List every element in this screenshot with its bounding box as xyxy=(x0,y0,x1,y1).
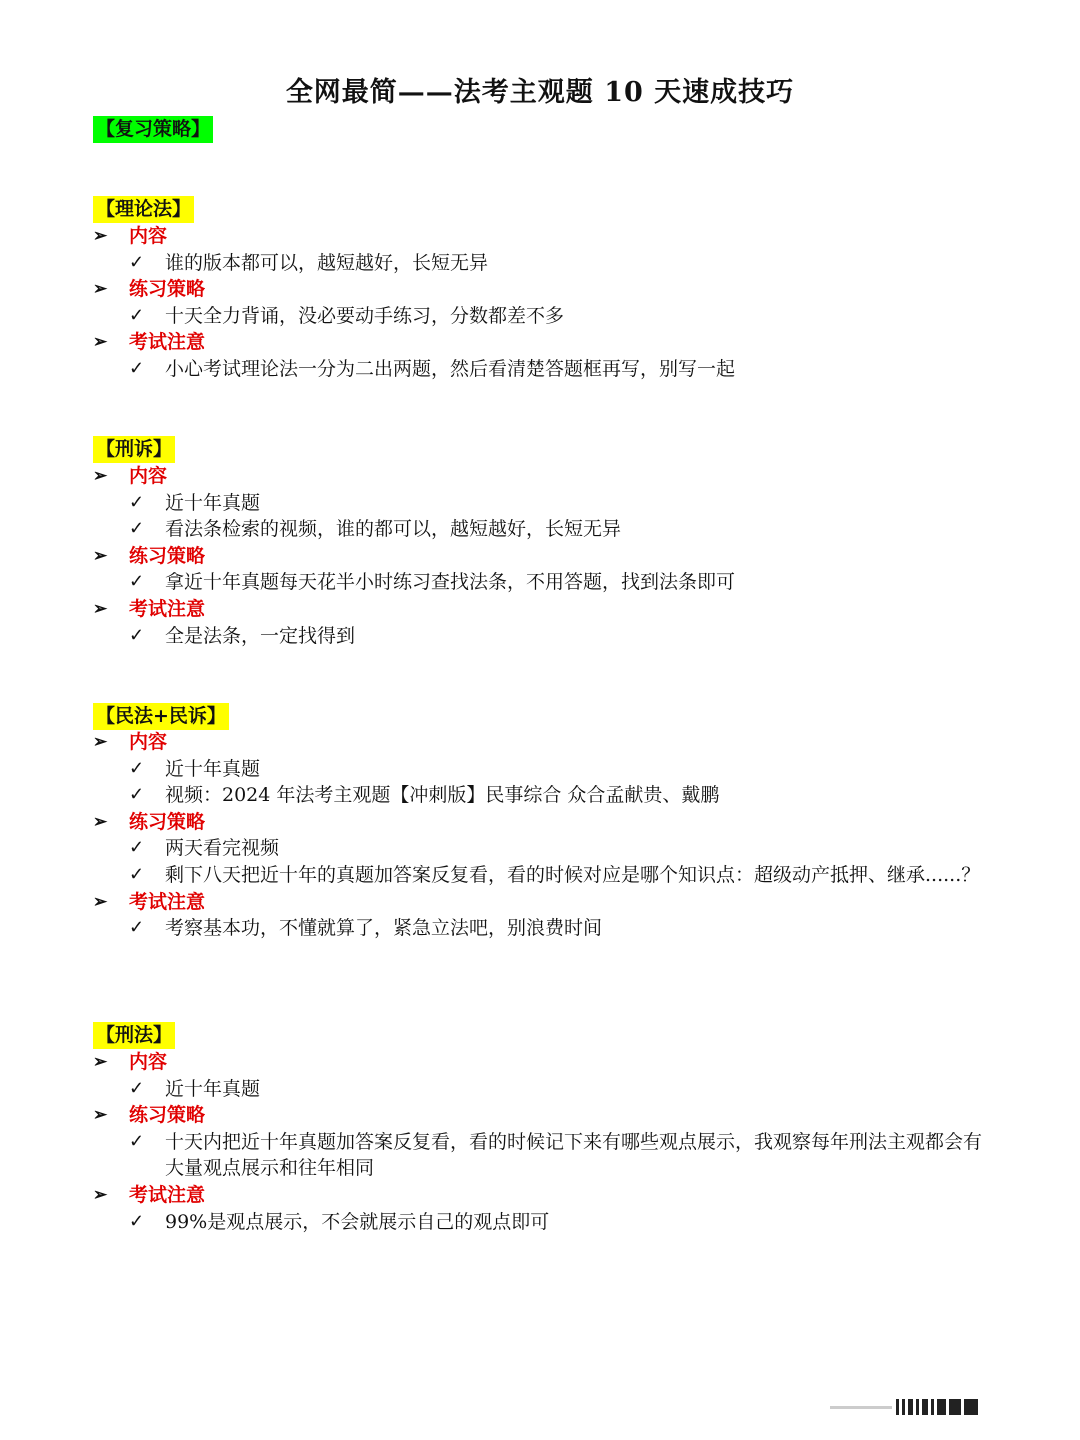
list-item: ✓ 剩下八天把近十年的真题加答案反复看，看的时候对应是哪个知识点：超级动产抵押、继承......？ xyxy=(0,862,1080,889)
group-head: ➢ 练习策略 xyxy=(0,809,1080,836)
list-item: ✓ 两天看完视频 xyxy=(0,835,1080,862)
indicator-mark xyxy=(916,1399,919,1415)
indicator-line xyxy=(830,1406,892,1409)
group-head: ➢ 考试注意 xyxy=(0,889,1080,916)
list-item: ✓ 十天内把近十年真题加答案反复看，看的时候记下来有哪些观点展示，我观察每年刑法主观都会有大量观点展示和往年相同 xyxy=(129,1130,983,1180)
arrow-bullet-icon: ➢ xyxy=(93,1184,108,1205)
arrow-bullet-icon: ➢ xyxy=(93,598,108,619)
group-head: ➢ 考试注意 xyxy=(0,1182,1080,1209)
arrow-bullet-icon: ➢ xyxy=(93,332,108,353)
arrow-bullet-icon: ➢ xyxy=(93,732,108,752)
check-icon: ✓ xyxy=(129,571,145,593)
arrow-bullet-icon: ➢ xyxy=(93,1105,108,1126)
check-icon: ✓ xyxy=(129,518,145,540)
indicator-mark xyxy=(937,1399,946,1415)
check-icon: ✓ xyxy=(129,1210,145,1232)
group-head: ➢ 考试注意 xyxy=(0,329,1080,356)
check-icon: ✓ xyxy=(129,784,145,806)
check-icon: ✓ xyxy=(129,837,145,859)
section-criminal-law xyxy=(0,1049,1080,1235)
group-head: ➢ 练习策略 xyxy=(0,276,1080,303)
arrow-bullet-icon: ➢ xyxy=(93,545,108,566)
list-item: ✓ 十天全力背诵，没必要动手练习，分数都差不多 xyxy=(0,303,1080,330)
indicator-mark xyxy=(902,1399,905,1415)
section-civil-law xyxy=(0,729,1080,942)
check-icon: ✓ xyxy=(129,917,145,939)
document-title: 全网最简——法考主观题 10 天速成技巧 xyxy=(285,77,795,108)
indicator-mark xyxy=(896,1399,899,1415)
section-tag-criminal-procedure: 【刑诉】 xyxy=(93,436,175,463)
check-icon: ✓ xyxy=(129,357,145,379)
list-item: ✓ 拿近十年真题每天花半小时练习查找法条，不用答题，找到法条即可 xyxy=(0,569,1080,596)
list-item: ✓ 看法条检索的视频，谁的都可以，越短越好，长短无异 xyxy=(0,516,1080,543)
group-head: ➢ 内容 xyxy=(0,729,1080,756)
check-icon: ✓ xyxy=(129,491,145,513)
section-theory xyxy=(0,223,1080,383)
indicator-mark xyxy=(922,1399,928,1415)
section-criminal-procedure xyxy=(0,463,1080,649)
group-head: ➢ 练习策略 xyxy=(0,1102,1080,1129)
section-tag-civil-law: 【民法+民诉】 xyxy=(93,703,229,730)
strategy-tag: 【复习策略】 xyxy=(93,116,213,143)
list-item: ✓ 99%是观点展示，不会就展示自己的观点即可 xyxy=(0,1209,1080,1236)
list-item: ✓ 考察基本功，不懂就算了，紧急立法吧，别浪费时间 xyxy=(0,915,1080,942)
check-icon: ✓ xyxy=(129,757,145,779)
group-head: ➢ 内容 xyxy=(0,223,1080,250)
check-icon: ✓ xyxy=(129,1130,145,1152)
list-item: ✓ 近十年真题 xyxy=(0,490,1080,517)
group-head: ➢ 内容 xyxy=(0,463,1080,490)
section-tag-criminal-law: 【刑法】 xyxy=(93,1022,175,1049)
group-head: ➢ 考试注意 xyxy=(0,596,1080,623)
indicator-mark xyxy=(931,1399,934,1415)
arrow-bullet-icon: ➢ xyxy=(93,226,108,246)
group-head: ➢ 内容 xyxy=(0,1049,1080,1076)
list-item: ✓ 近十年真题 xyxy=(0,1076,1080,1103)
list-item: ✓ 谁的版本都可以，越短越好，长短无异 xyxy=(0,250,1080,277)
list-item: ✓ 近十年真题 xyxy=(0,756,1080,783)
check-icon: ✓ xyxy=(129,863,145,885)
check-icon: ✓ xyxy=(129,304,145,326)
arrow-bullet-icon: ➢ xyxy=(93,811,108,832)
indicator-mark xyxy=(964,1399,978,1415)
check-icon: ✓ xyxy=(129,1077,145,1099)
indicator-mark xyxy=(949,1399,961,1415)
section-tag-theory: 【理论法】 xyxy=(93,196,194,223)
list-item: ✓ 小心考试理论法一分为二出两题，然后看清楚答题框再写，别写一起 xyxy=(0,356,1080,383)
group-head: ➢ 练习策略 xyxy=(0,543,1080,570)
list-item: ✓ 视频：2024 年法考主观题【冲刺版】民事综合 众合孟献贵、戴鹏 xyxy=(0,782,1080,809)
arrow-bullet-icon: ➢ xyxy=(93,466,108,486)
indicator-mark xyxy=(908,1399,913,1415)
arrow-bullet-icon: ➢ xyxy=(93,1052,108,1072)
arrow-bullet-icon: ➢ xyxy=(93,279,108,300)
check-icon: ✓ xyxy=(129,624,145,646)
check-icon: ✓ xyxy=(129,251,145,273)
page-indicator-strip xyxy=(830,1398,981,1416)
arrow-bullet-icon: ➢ xyxy=(93,891,108,912)
list-item: ✓ 全是法条，一定找得到 xyxy=(0,623,1080,650)
